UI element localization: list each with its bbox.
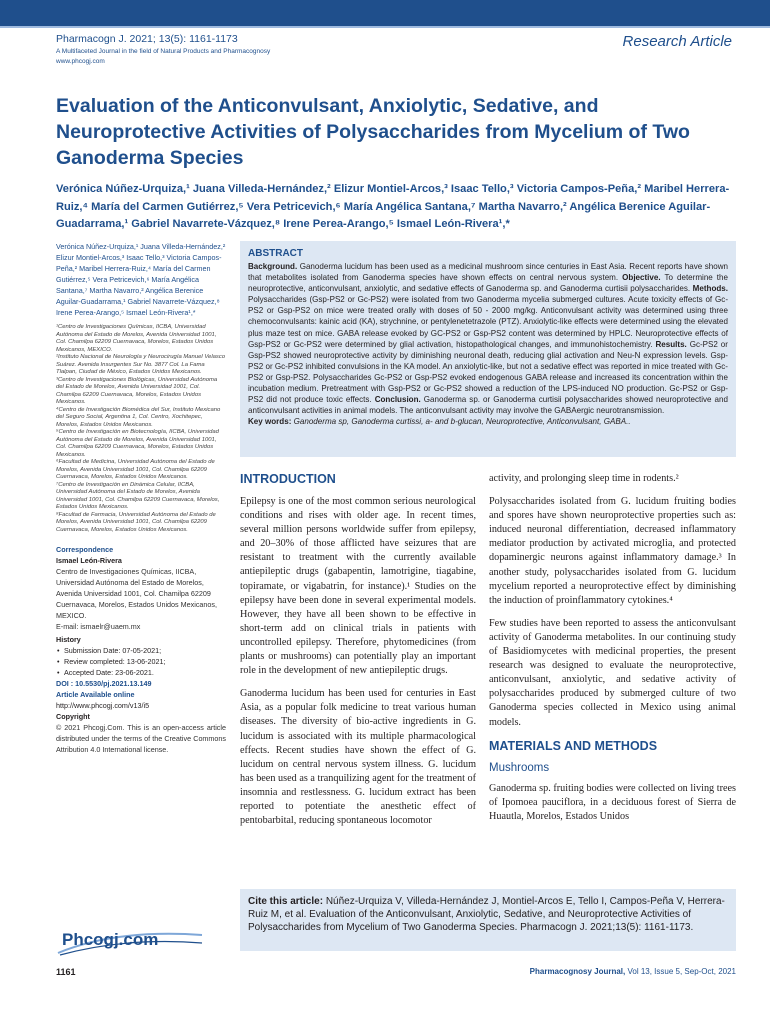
correspondence-name: Ismael León-Rivera [56, 556, 122, 565]
top-banner-edge [0, 26, 770, 28]
paragraph: Ganoderma sp. fruiting bodies were collected on living trees of Ipomoea pauciflora, in a deciduous forest of Sierra de Huautla, Morelos, Estados Unidos [489, 782, 736, 822]
article-type-label: Research Article [622, 33, 732, 50]
footer-journal-name: Pharmacognosy Journal, [529, 967, 626, 976]
abstract-background-label: Background. [248, 262, 298, 271]
affiliation-item: ¹Centro de Investigaciones Químicas, IICBA, Universidad Autónoma del Estado de Morelos, Avenida Universidad 1001, Col. Chamilpa 62209 Cuernavaca, Morelos, Estados Unidos Mexicanos, MEXICO. [56, 324, 217, 353]
affiliations [56, 324, 226, 534]
journal-tagline [56, 47, 270, 67]
article-online-heading: Article Available online [56, 690, 135, 699]
footer-journal-info [530, 967, 736, 976]
mushrooms-subheading: Mushrooms [489, 761, 550, 774]
affiliation-item: ⁶Facultad de Medicina, Universidad Autónoma del Estado de Morelos, Avenida Universidad 1001, Col. Chamilpa 62209 Cuernavaca, Morelos, Estados Unidos Mexicanos. [56, 459, 215, 480]
abstract-background-text: Ganoderma lucidum has been used as a medicinal mushroom since centuries in East Asia. Recent reports have shown that metabolites isolated from Ganoderma species have shown effects on central nervous system. [248, 262, 728, 283]
body-column-right [489, 472, 736, 833]
keywords [248, 416, 728, 427]
copyright-heading: Copyright [56, 712, 90, 721]
affiliation-item: ⁸Facultad de Farmacia, Universidad Autónoma del Estado de Morelos, Avenida Universidad 1001, Col. Chamilpa 62209 Cuernavaca, Morelos, Estados Unidos Mexicanos. [56, 511, 216, 533]
citation-box [240, 889, 736, 951]
correspondence-address: Centro de Investigaciones Químicas, IICBA, Universidad Autónoma del Estado de Morelos, Avenida Universidad 1001, Col. Chamilpa 62209 Cuernavaca, Morelos, Estados Unidos Mexicanos, MEXICO. [56, 567, 217, 620]
article-online-url[interactable]: http://www.phcogj.com/v13/i5 [56, 701, 150, 710]
journal-logo [56, 925, 206, 957]
article-title: Evaluation of the Anticonvulsant, Anxiolytic, Sedative, and Neuroprotective Activities of Polysaccharides from Mycelium of Two Ganoderma Species [56, 95, 690, 169]
paragraph: activity, and prolonging sleep time in rodents.² [489, 473, 679, 484]
methods-heading: MATERIALS AND METHODS [489, 738, 658, 753]
introduction-text [240, 495, 476, 828]
paragraph: Polysaccharides isolated from G. lucidum fruiting bodies and spores have shown neuroprotective properties such as: induced neuronal differentiation, decreased inflammatory mediator production by activated microglia, and protected dopaminergic neurons against inflammatory damage.³ In another study, polysaccharides isolated from G. lucidum mycelium reported a neuroprotective effect by diminishing the induction of proinflammatory cytokines.⁴ [489, 496, 736, 606]
sidebar [56, 241, 226, 755]
top-banner [0, 0, 770, 26]
paragraph: Epilepsy is one of the most common serious neurological conditions and rises with older age. In recent times, several million persons worldwide suffer from epilepsy, and 20–30% of those afflicted have seizures that are resistant to treatment with the currently available antiepileptic drugs (gabapentin, lamotrigine, tiagabine, topiramate, or vigabatrin, for instance).¹ Studies on the epilepsy have been done in several experimental models. However, they have all been shown to be effective in short-term add on clinical trials in patients with uncontrolled epilepsy. Therefore, phytomedicines (from plants or mushrooms) can potentially play an important role in the development of new antiepileptic drugs. [240, 496, 476, 677]
citation-label: Cite this article: [248, 896, 324, 907]
page-number: 1161 [56, 967, 76, 977]
paragraph: Few studies have been reported to assess the anticonvulsant activity of Ganoderma metabolites. In our continuing study of Basidiomycetes with medicinal properties, the present research was designed to evaluate the neuroprotective, anticonvulsant, anxiolytic, and sedative activity of polysaccharides produced by submerged culture of two Ganoderma species collected in Mexico using animal models. [489, 617, 736, 728]
correspondence-heading: Correspondence [56, 545, 114, 554]
methods-text [489, 782, 736, 824]
abstract-objective-text: To determine the neuroprotective, anticonvulsant, anxiolytic, and sedative effects of Ganoderma sp. and Ganoderma curtisii polysaccharides. [248, 273, 728, 294]
affiliation-item: ³Centro de Investigaciones Biológicas, Universidad Autónoma del Estado de Morelos, Avenida Universidad 1001, Col. Chamilpa 62209 Cuernavaca, Morelos, Estados Unidos Mexicanos. [56, 376, 218, 405]
author-list: Verónica Núñez-Urquiza,¹ Juana Villeda-Hernández,² Elizur Montiel-Arcos,³ Isaac Tello,³ Victoria Campos-Peña,² Maribel Herrera-Ruiz,⁴ María del Carmen Gutiérrez,⁵ Vera Petricevich,⁶ María Angélica Santana,⁷ Martha Navarro,² Angélica Berenice Aguilar-Guadarrama,¹ Gabriel Navarrete-Vázquez,⁸ Irene Perea-Arango,⁵ Ismael León-Rivera¹,* [56, 183, 730, 230]
journal-citation-line: Pharmacogn J. 2021; 13(5): 1161-1173 [56, 33, 238, 45]
abstract-conclusion-text: Ganoderma sp. or Ganoderma curtisii polysaccharides showed neuroprotective and anticonvulsant activities in animal models. The anticonvulsant activity may involve the GABAergic neurotransmission. [248, 395, 728, 416]
journal-tagline-text: A Multifaceted Journal in the field of Natural Products and Pharmacognosy [56, 48, 271, 55]
history-heading: History [56, 635, 81, 644]
abstract-heading: ABSTRACT [248, 248, 303, 259]
affiliation-item: ²Instituto Nacional de Neurología y Neurocirugía Manuel Velasco Suárez. Avenida Insurgentes Sur No. 3877 Col. La Fama Tlalpan, Ciudad de México, Estados Unidos Mexicanos. [56, 354, 226, 375]
abstract-box [240, 241, 736, 457]
introduction-heading: INTRODUCTION [240, 472, 336, 486]
body-column-left [240, 472, 476, 837]
journal-website[interactable]: www.phcogj.com [56, 58, 105, 65]
keywords-label: Key words: [248, 417, 292, 427]
affiliation-item: ⁷Centro de Investigación en Dinámica Celular, IICBA, Universidad Autónoma del Estado de Morelos, Avenida Universidad 1001, Col. Chamilpa 62209 Cuernavaca, Morelos, Estados Unidos Mexicanos. [56, 481, 220, 510]
abstract-methods-text: Polysaccharides (Gsp-PS2 or Gc-PS2) were isolated from two Ganoderma mycelia submerged cultures. Acute toxicity effects of Gc-PS2 or Gsp-PS2 on mice were treated orally with doses of 50 - 2000 mg/kg. Anticonvulsant activity was determined using three chemoconvulsants: kainic acid (KA), strychnine, or pentylenetetrazole (PTZ). Anxiolytic-like effects were determined using the elevated plus maze test on mice. GABA release evoked by GC-PS2 or Gsp-PS2 content was determined by HPLC. Neuroprotective effects of Gsp-PS2 or Gc-PS2 were determined by glial activation, histopathological changes, and immunohistochemistry. [248, 295, 728, 349]
history-item: • Review completed: 13-06-2021; [56, 656, 226, 667]
keywords-text: Ganoderma sp, Ganoderma curtissi, a- and b-glucan, Neuroprotective, Anticonvulsant, GABA.. [293, 417, 631, 427]
doi-link[interactable]: DOI : 10.5530/pj.2021.13.149 [56, 679, 152, 688]
footer-issue: Vol 13, Issue 5, Sep-Oct, 2021 [627, 967, 736, 976]
abstract-results-label: Results. [655, 339, 687, 349]
abstract-methods-label: Methods. [692, 284, 728, 294]
introduction-text-continued [489, 472, 736, 730]
abstract-objective-label: Objective. [622, 273, 661, 283]
history-item: • Accepted Date: 23-06-2021. [56, 667, 226, 678]
abstract-conclusion-label: Conclusion. [374, 395, 421, 405]
history-list [56, 645, 226, 678]
affiliation-item: ⁴Centro de Investigación Biomédica del Sur, Instituto Mexicano del Seguro Social, Argentina 1, Col. Centro, Xochitepec, Morelos, Estados Unidos Mexicanos. [56, 406, 221, 428]
abstract-body [248, 261, 728, 416]
logo-text: Phcogj.com [62, 930, 159, 949]
sidebar-authors: Verónica Núñez-Urquiza,¹ Juana Villeda-Hernández,² Elizur Montiel-Arcos,³ Isaac Tello,³ Victoria Campos-Peña,² Maribel Herrera-Ruiz,⁴ María del Carmen Gutiérrez,⁵ Vera Petricevich,⁶ María Angélica Santana,⁷ Martha Navarro,² Angélica Berenice Aguilar-Guadarrama,¹ Gabriel Navarrete-Vázquez,⁸ Irene Perea-Arango,⁵ Ismael León-Rivera¹,* [56, 242, 226, 317]
abstract-results-text: Gc-PS2 or Gsp-PS2 showed neuroprotective activity by diminishing neuronal death, reducing glial activation and Neu-N expression levels. Gsp-PS2 or Gc-PS2 inhibited convulsions in the KA model. An anxiolytic-like, but not a sedative effect was reported in mice treated with Gc-PS2 or Gsp-PS2. Polysaccharides Gc-PS2 or Gsp-PS2 evoked endogenous GABA release and increased its concentration within the incubation medium. Pretreatment with Gsp-PS2 or Gc-PS2 showed a reduction of the LPS-induced NO production. Gc-PS2 or Gsp-PS2 did not produce toxic effects. [248, 339, 728, 405]
correspondence-email[interactable]: E-mail: ismaelr@uaem.mx [56, 622, 141, 631]
copyright-text: © 2021 Phcogj.Com. This is an open-access article distributed under the terms of the Creative Commons Attribution 4.0 International license. [56, 723, 226, 754]
history-item: • Submission Date: 07-05-2021; [56, 645, 226, 656]
paragraph: Ganoderma lucidum has been used for centuries in East Asia, as a popular folk medicine to treat various human diseases. The diversity of bio-active ingredients in G. lucidum is associated with its multiple pharmacological effects. Recent studies have shown the effect of G. lucidum on central nervous system illness. G. lucidum has been used as a tranquilizing agent for the treatment of insomnia and restlessness. G. lucidum extract has been reported to potentiate the anesthetic effect of pentobarbital, reducing spontaneous locomotor [240, 688, 476, 827]
affiliation-item: ⁵Centro de Investigación en Biotecnología, IICBA, Universidad Autónoma del Estado de Morelos, Avenida Universidad 1001, Col. Chamilpa 62209 Cuernavaca, Morelos, Estados Unidos Mexicanos. [56, 429, 219, 458]
citation-text: Núñez-Urquiza V, Villeda-Hernández J, Montiel-Arcos E, Tello I, Campos-Peña V, Herrera-Ruiz M, et al. Evaluation of the Anticonvulsant, Anxiolytic, Sedative, and Neuroprotective Activities of Polysaccharides from Mycelium of Two Ganoderma Species. Pharmacogn J. 2021;13(5): 1161-1173. [248, 896, 725, 934]
